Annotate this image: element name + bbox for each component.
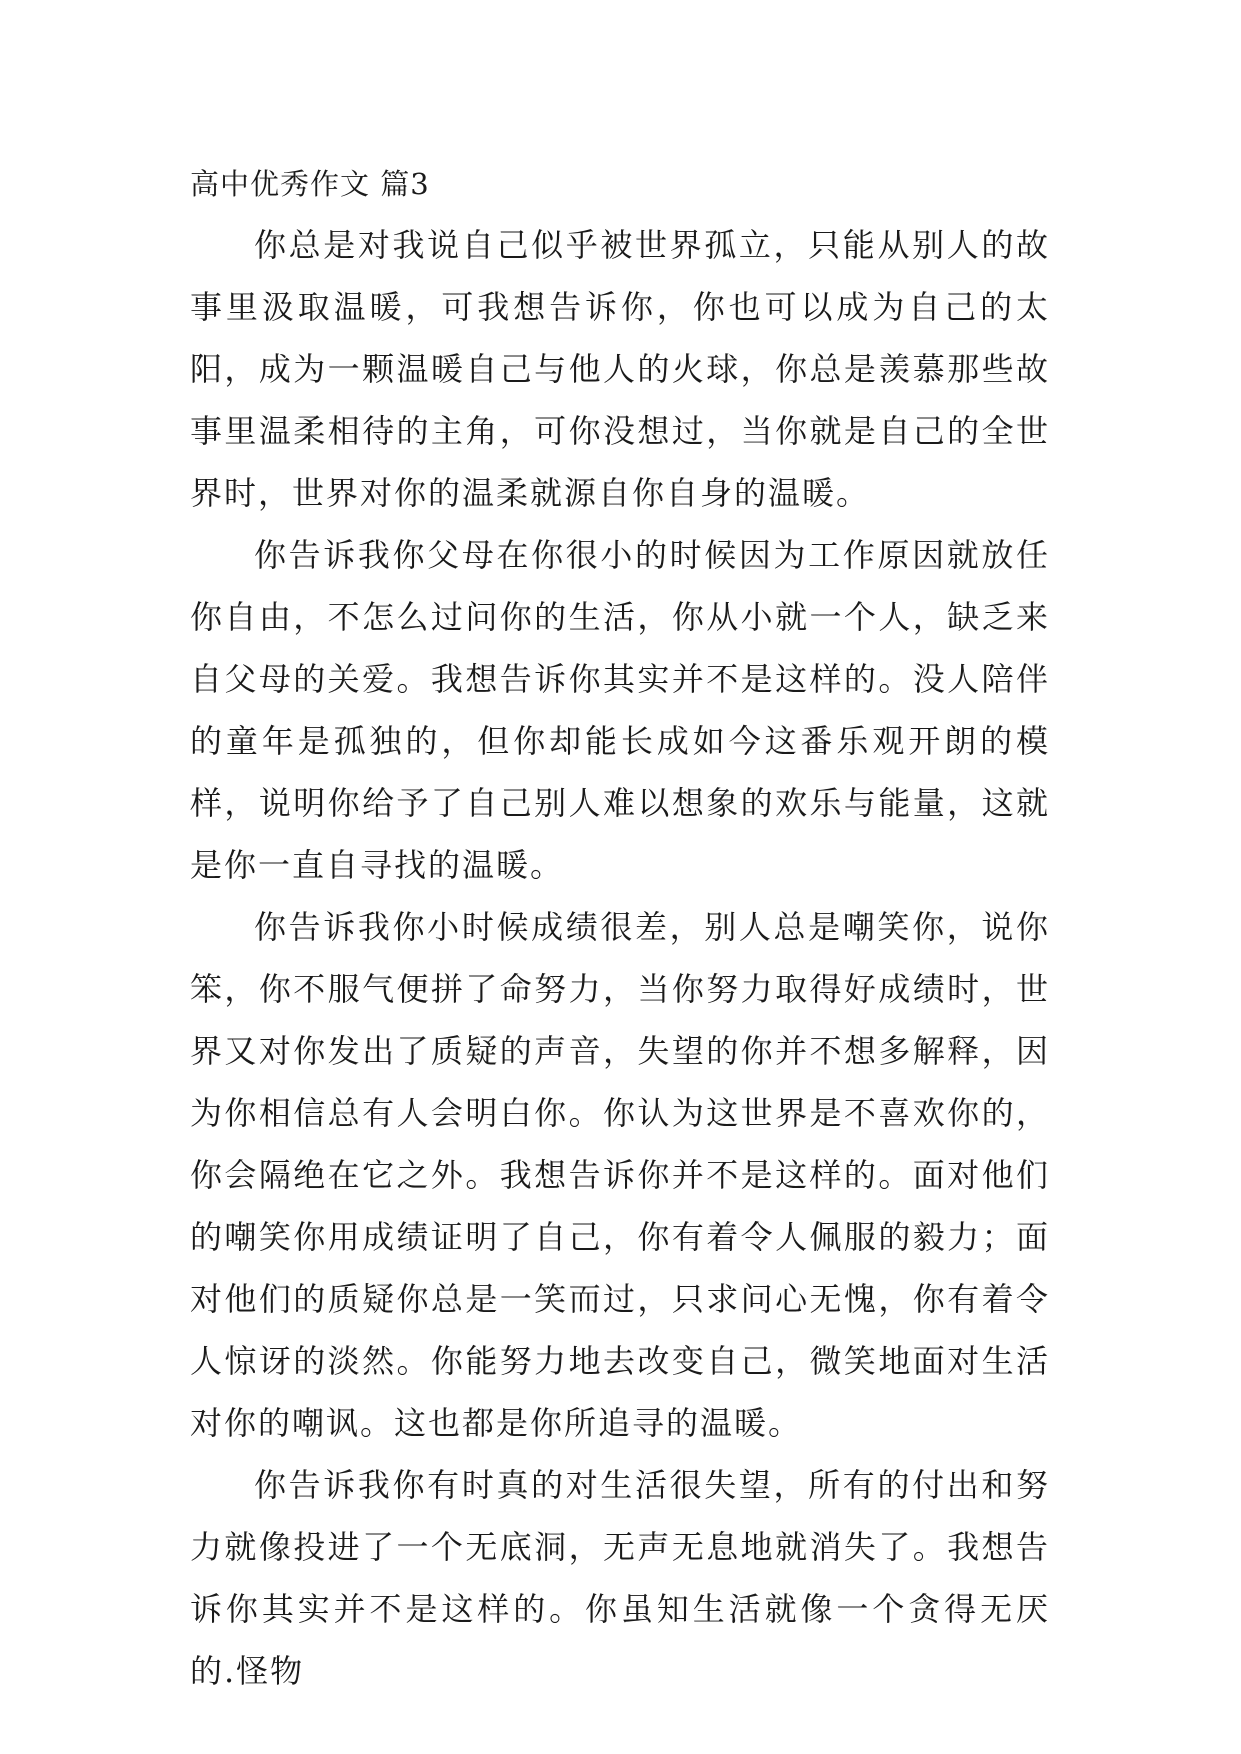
paragraph-3: 你告诉我你小时候成绩很差，别人总是嘲笑你，说你笨，你不服气便拼了命努力，当你努力取得好成绩时，世界又对你发出了质疑的声音，失望的你并不想多解释，因为你相信总有人会明白你。你认为这世界是不喜欢你的，你会隔绝在它之外。我想告诉你并不是这样的。面对他们的嘲笑你用成绩证明了自己，你有着令人佩服的毅力；面对他们的质疑你总是一笑而过，只求问心无愧，你有着令人惊讶的淡然。你能努力地去改变自己，微笑地面对生活对你的嘲讽。这也都是你所追寻的温暖。 [190,908,1050,1442]
paragraph-4: 你告诉我你有时真的对生活很失望，所有的付出和努力就像投进了一个无底洞，无声无息地就消失了。我想告诉你其实并不是这样的。你虽知生活就像一个贪得无厌的.怪物 [190,1466,1050,1690]
paragraph-2: 你告诉我你父母在你很小的时候因为工作原因就放任你自由，不怎么过问你的生活，你从小就一个人，缺乏来自父母的关爱。我想告诉你其实并不是这样的。没人陪伴的童年是孤独的，但你却能长成如今这番乐观开朗的模样，说明你给予了自己别人难以想象的欢乐与能量，这就是你一直自寻找的温暖。 [190,536,1050,884]
paragraph-1: 你总是对我说自己似乎被世界孤立，只能从别人的故事里汲取温暖，可我想告诉你，你也可以成为自己的太阳，成为一颗温暖自己与他人的火球，你总是羡慕那些故事里温柔相待的主角，可你没想过，当你就是自己的全世界时，世界对你的温柔就源自你自身的温暖。 [190,226,1050,512]
essay-title: 高中优秀作文 篇3 [190,167,430,201]
essay-body [190,214,1050,1702]
